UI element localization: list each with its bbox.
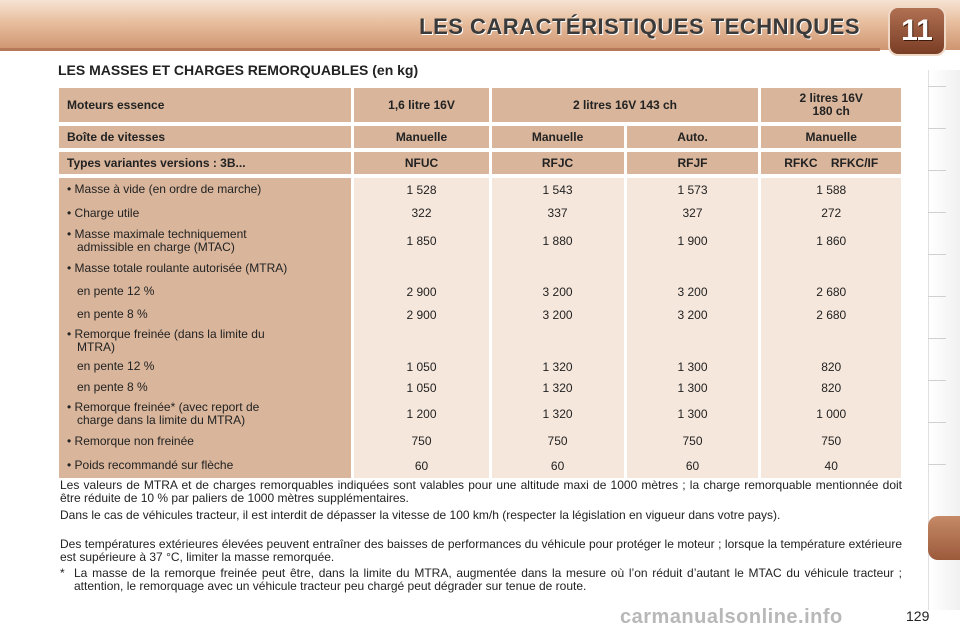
gearbox-value: Manuelle — [354, 126, 488, 148]
row-value: 3 200 — [627, 304, 759, 325]
row-value: 337 — [492, 201, 624, 225]
side-tick — [928, 338, 946, 339]
footnote — [60, 567, 902, 593]
row-label-line1: en pente 8 % — [77, 380, 148, 394]
row-value: 3 200 — [492, 279, 624, 304]
row-value: 2 900 — [354, 304, 488, 325]
row-label-line1: • Masse totale roulante autorisée (MTRA) — [67, 260, 288, 275]
row-value: 1 200 — [354, 398, 488, 429]
engine-label: Moteurs essence — [59, 88, 351, 122]
row-value — [354, 257, 488, 279]
row-value: 1 543 — [492, 178, 624, 201]
row-label-line1: • Poids recommandé sur flèche — [67, 458, 234, 472]
table-row — [59, 377, 901, 398]
row-value: 820 — [761, 356, 901, 377]
row-value: 40 — [761, 453, 901, 478]
footnote-star: * — [60, 566, 65, 580]
chapter-number: 11 — [901, 14, 933, 47]
row-value — [761, 325, 901, 356]
row-value: 1 320 — [492, 398, 624, 429]
table-row — [59, 453, 901, 478]
row-value: 2 680 — [761, 279, 901, 304]
table-row — [59, 356, 901, 377]
specs-body — [59, 178, 901, 478]
row-label-line1: • Remorque non freinée — [67, 433, 194, 448]
row-value: 3 200 — [492, 304, 624, 325]
row-label — [59, 356, 351, 377]
note-temperature: Des températures extérieures élevées peuvent entraîner des baisses de performances du véhicule pour protéger le moteur ; lorsque la température extérieure est supérieure à 37 °C, limiter la masse remorquée. — [60, 537, 902, 564]
row-value: 1 300 — [627, 356, 759, 377]
engine-col-1: 1,6 litre 16V — [354, 88, 488, 122]
note-altitude: Les valeurs de MTRA et de charges remorquables indiquées sont valables pour une altitude maxi de 1000 mètres ; la charge remorquable mentionnée doit être réduite de 10 % par paliers de 1000 mètres supplémentaires. — [60, 478, 902, 505]
gearbox-value: Manuelle — [492, 126, 624, 148]
row-label-line2: admissible en charge (MTAC) — [77, 240, 235, 254]
chapter-side-tab[interactable] — [928, 516, 960, 560]
row-value: 1 300 — [627, 398, 759, 429]
row-value: 1 900 — [627, 225, 759, 257]
engine-col-3-line1: 2 litres 16V — [799, 91, 863, 105]
row-label-line1: • Remorque freinée (dans la limite du — [67, 326, 265, 341]
row-value: 1 300 — [627, 377, 759, 398]
side-tick — [928, 86, 946, 87]
page-title: LES CARACTÉRISTIQUES TECHNIQUES — [419, 14, 860, 39]
row-value — [492, 325, 624, 356]
row-value — [492, 257, 624, 279]
row-value: 60 — [627, 453, 759, 478]
row-label — [59, 201, 351, 225]
side-tick — [928, 296, 946, 297]
row-label-line1: • Charge utile — [67, 205, 140, 220]
row-label — [59, 429, 351, 453]
row-value: 750 — [492, 429, 624, 453]
variant-value: RFJC — [492, 152, 624, 174]
side-tick — [928, 128, 946, 129]
variant-value: NFUC — [354, 152, 488, 174]
row-value: 322 — [354, 201, 488, 225]
row-label — [59, 257, 351, 279]
row-label-line2: charge dans la limite du MTRA) — [77, 412, 246, 427]
table-row — [59, 304, 901, 325]
row-label-line1: en pente 8 % — [77, 307, 148, 321]
note-speed: Dans le cas de véhicules tracteur, il est interdit de dépasser la vitesse de 100 km/h (respecter la législation en vigueur dans votre pays). — [60, 508, 781, 522]
row-value: 1 320 — [492, 377, 624, 398]
row-value: 1 573 — [627, 178, 759, 201]
table-row — [59, 325, 901, 356]
header-divider — [0, 48, 880, 51]
row-label — [59, 453, 351, 478]
table-row — [59, 398, 901, 429]
chapter-badge — [888, 6, 946, 56]
row-value: 1 050 — [354, 377, 488, 398]
row-value — [627, 325, 759, 356]
specs-table — [56, 88, 904, 478]
row-value: 272 — [761, 201, 901, 225]
table-row — [59, 225, 901, 257]
row-label-line1: • Masse à vide (en ordre de marche) — [67, 182, 262, 196]
row-value — [354, 325, 488, 356]
side-tick — [928, 422, 946, 423]
row-value: 1 880 — [492, 225, 624, 257]
variant-value: RFJF — [627, 152, 759, 174]
side-tick — [928, 212, 946, 213]
row-value: 1 050 — [354, 356, 488, 377]
gearbox-label: Boîte de vitesses — [59, 126, 351, 148]
side-tick — [928, 170, 946, 171]
side-tick — [928, 464, 946, 465]
row-label — [59, 325, 351, 356]
row-value: 3 200 — [627, 279, 759, 304]
row-value: 60 — [492, 453, 624, 478]
row-label — [59, 279, 351, 304]
row-label — [59, 377, 351, 398]
row-value: 1 528 — [354, 178, 488, 201]
row-value: 60 — [354, 453, 488, 478]
watermark: carmanualsonline.info — [620, 606, 843, 628]
row-value: 750 — [761, 429, 901, 453]
row-label — [59, 304, 351, 325]
row-value: 1 000 — [761, 398, 901, 429]
variant-row — [59, 152, 901, 174]
gearbox-value: Auto. — [627, 126, 759, 148]
row-label-line2: MTRA) — [77, 339, 115, 354]
row-value: 1 588 — [761, 178, 901, 201]
engine-col-3 — [761, 88, 901, 122]
row-value — [761, 257, 901, 279]
row-label — [59, 225, 351, 257]
table-row — [59, 257, 901, 279]
row-value: 750 — [354, 429, 488, 453]
row-value: 2 680 — [761, 304, 901, 325]
row-value: 1 860 — [761, 225, 901, 257]
engine-row — [59, 88, 901, 122]
table-row — [59, 178, 901, 201]
footnote-text: La masse de la remorque freinée peut être, dans la limite du MTRA, augmentée dans la mesure où l’on réduit d’autant le MTAC du véhicule tracteur ; attention, le remorquage avec un véhicule tracteur peu chargé peut dégrader sur tenue de route. — [74, 566, 902, 593]
side-tick — [928, 380, 946, 381]
row-label — [59, 398, 351, 429]
table-row — [59, 279, 901, 304]
page-number: 129 — [906, 608, 930, 624]
variant-label: Types variantes versions : 3B... — [59, 152, 351, 174]
engine-col-3-line2: 180 ch — [812, 104, 850, 118]
row-value: 2 900 — [354, 279, 488, 304]
row-value: 327 — [627, 201, 759, 225]
section-title: LES MASSES ET CHARGES REMORQUABLES (en kg) — [58, 62, 419, 78]
row-label-line1: • Remorque freinée* (avec report de — [67, 399, 260, 414]
gearbox-row — [59, 126, 901, 148]
side-tick — [928, 254, 946, 255]
row-value — [627, 257, 759, 279]
variant-value: RFKC RFKC/IF — [761, 152, 901, 174]
row-value: 1 320 — [492, 356, 624, 377]
row-label-line1: en pente 12 % — [77, 359, 155, 373]
table-row — [59, 201, 901, 225]
row-value: 750 — [627, 429, 759, 453]
engine-col-2: 2 litres 16V 143 ch — [492, 88, 759, 122]
gearbox-value: Manuelle — [761, 126, 901, 148]
row-value: 820 — [761, 377, 901, 398]
row-label-line1: • Masse maximale techniquement — [67, 227, 247, 241]
row-label-line1: en pente 12 % — [77, 284, 155, 298]
row-label — [59, 178, 351, 201]
table-row — [59, 429, 901, 453]
row-value: 1 850 — [354, 225, 488, 257]
